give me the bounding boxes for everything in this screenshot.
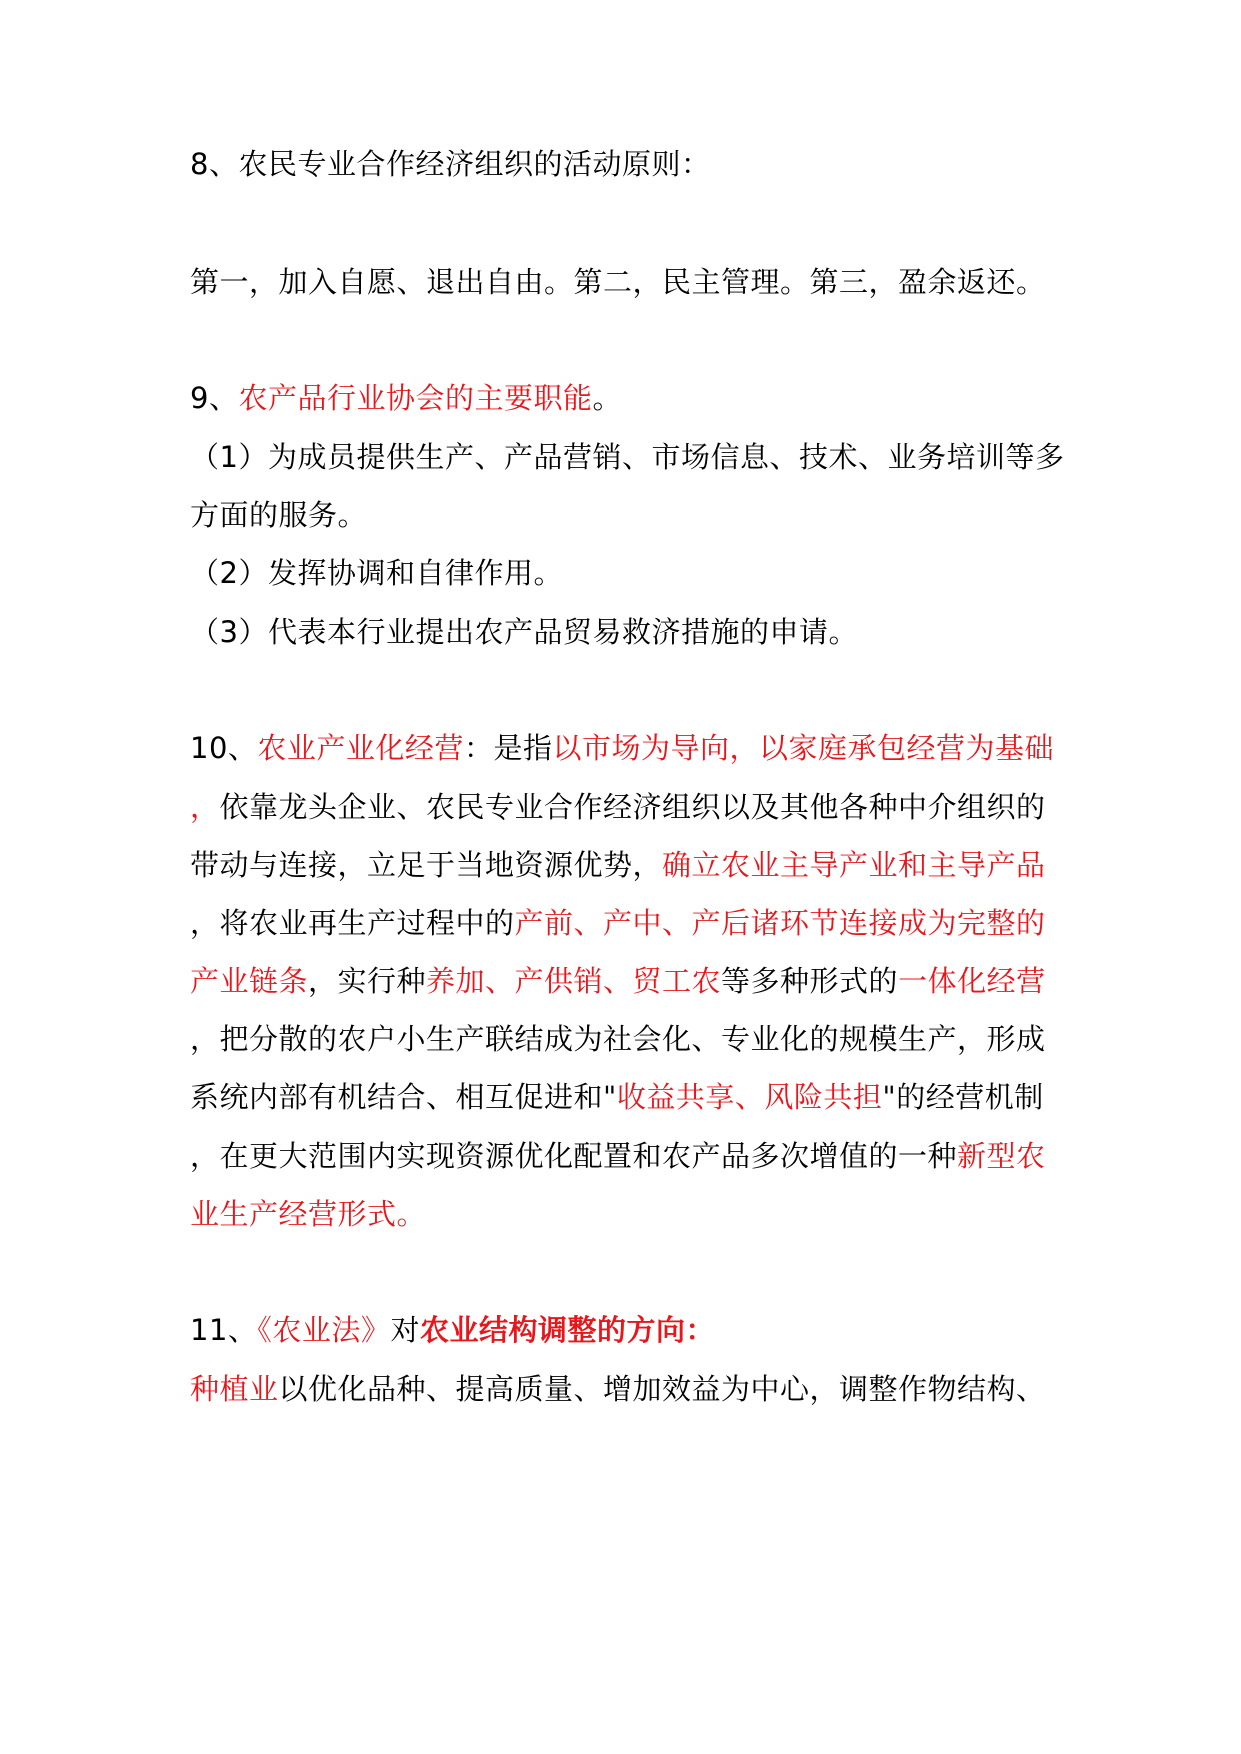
item-number: 1 xyxy=(219,440,239,474)
highlighted-text: 产前、产中、产后诸环节连接成为完整的 xyxy=(514,906,1046,940)
paragraph-text: 带动与连接，立足于当地资源优势， xyxy=(190,848,663,882)
list-item-1 xyxy=(190,437,1070,477)
highlighted-text: 确立农业主导产业和主导产品 xyxy=(662,848,1046,882)
highlighted-text: 养加、产供销、贸工农 xyxy=(426,964,722,998)
section-8-heading xyxy=(190,144,1070,184)
paragraph-text: ：是指 xyxy=(463,731,553,765)
section-10-line-6 xyxy=(190,1019,1070,1059)
section-11-heading xyxy=(190,1310,1070,1350)
highlighted-term: 种植业 xyxy=(190,1372,279,1406)
section-10-line-7 xyxy=(190,1077,1070,1117)
highlighted-text: 新型农 xyxy=(957,1139,1046,1173)
list-item-2 xyxy=(190,553,1070,593)
paragraph-text: 第一，加入自愿、退出自由。第二，民主管理。第三，盈余返还。 xyxy=(190,265,1046,299)
section-number: 11 xyxy=(190,1313,228,1347)
paren-open: （ xyxy=(190,615,220,649)
paragraph-text: 以优化品种、提高质量、增加效益为中心，调整作物结构、 xyxy=(278,1372,1046,1406)
separator: 、 xyxy=(208,381,239,415)
item-text: ）为成员提供生产、产品营销、市场信息、技术、业务培训等多 xyxy=(238,440,1065,474)
section-number: 10 xyxy=(190,731,228,765)
paragraph-text: 系统内部有机结合、相互促进和" xyxy=(190,1080,617,1114)
highlighted-term: 《农业法》 xyxy=(257,1313,391,1347)
highlighted-text: 以市场为导向，以家庭承包经营为基础 xyxy=(552,731,1054,765)
separator: 、 xyxy=(227,1313,258,1347)
paren-open: （ xyxy=(190,556,220,590)
highlighted-text: ， xyxy=(190,790,220,824)
section-number: 8 xyxy=(190,147,209,181)
section-11-line-2 xyxy=(190,1369,1070,1409)
paragraph-text: 等多种形式的 xyxy=(721,964,899,998)
section-10-line-3 xyxy=(190,845,1070,885)
section-10-line-9 xyxy=(190,1194,1070,1234)
paren-open: （ xyxy=(190,440,220,474)
section-10-line-8 xyxy=(190,1136,1070,1176)
section-10-line-1 xyxy=(190,728,1070,768)
paragraph-text: ，实行种 xyxy=(308,964,427,998)
paragraph-text: ，在更大范围内实现资源优化配置和农产品多次增值的一种 xyxy=(190,1139,958,1173)
item-number: 3 xyxy=(219,615,239,649)
highlighted-text: 业生产经营形式。 xyxy=(190,1197,427,1231)
highlighted-text: 收益共享、风险共担 xyxy=(616,1080,883,1114)
title-end: 。 xyxy=(592,381,622,415)
paragraph-text: 对 xyxy=(390,1313,420,1347)
section-title: 、农民专业合作经济组织的活动原则： xyxy=(208,147,711,181)
section-10-line-5 xyxy=(190,961,1070,1001)
paragraph-text: 依靠龙头企业、农民专业合作经济组织以及其他各种中介组织的 xyxy=(219,790,1046,824)
highlighted-text: 一体化经营 xyxy=(898,964,1046,998)
item-number: 2 xyxy=(219,556,239,590)
section-10-line-2 xyxy=(190,787,1070,827)
highlighted-title: 农产品行业协会的主要职能 xyxy=(238,381,593,415)
highlighted-bold-text: 农业结构调整的方向： xyxy=(419,1313,715,1347)
section-number: 9 xyxy=(190,381,209,415)
section-10-line-4 xyxy=(190,903,1070,943)
highlighted-term: 农业产业化经营 xyxy=(257,731,464,765)
item-text: ）发挥协调和自律作用。 xyxy=(238,556,563,590)
list-item-3 xyxy=(190,612,1070,652)
paragraph-text: ，把分散的农户小生产联结成为社会化、专业化的规模生产，形成 xyxy=(190,1022,1046,1056)
highlighted-text: 产业链条 xyxy=(190,964,309,998)
item-text: 方面的服务。 xyxy=(190,498,368,532)
section-8-body xyxy=(190,262,1070,302)
separator: 、 xyxy=(227,731,258,765)
paragraph-text: ，将农业再生产过程中的 xyxy=(190,906,515,940)
section-9-heading xyxy=(190,378,1070,418)
list-item-1-continued xyxy=(190,495,1070,535)
paragraph-text: "的经营机制 xyxy=(882,1080,1044,1114)
item-text: ）代表本行业提出农产品贸易救济措施的申请。 xyxy=(238,615,858,649)
